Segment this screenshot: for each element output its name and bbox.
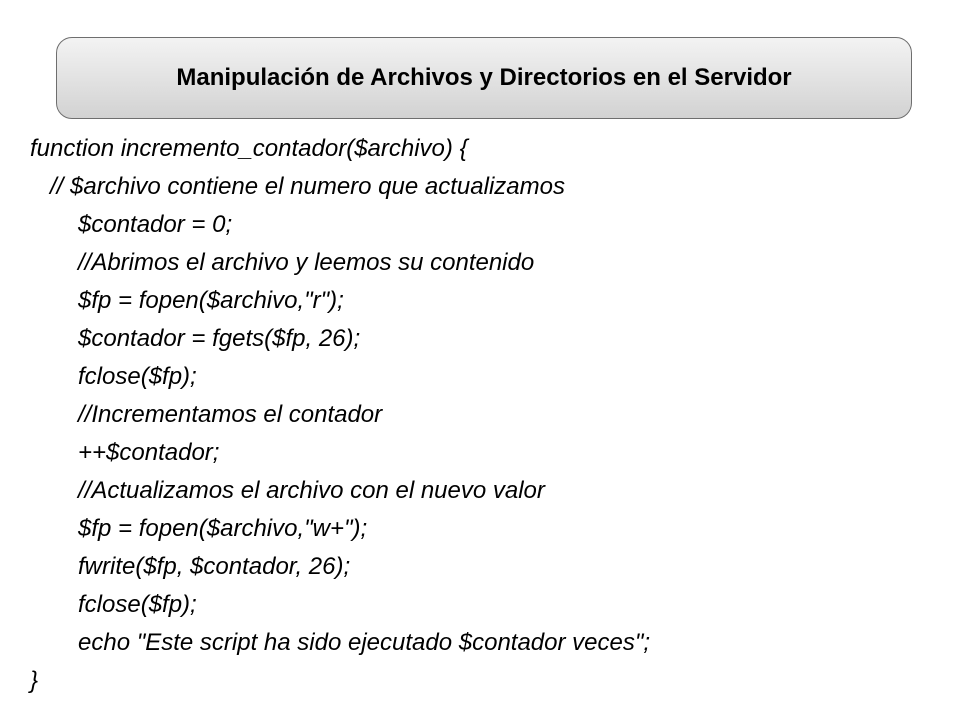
- code-line: $fp = fopen($archivo,"w+");: [78, 515, 368, 542]
- code-line: $contador = 0;: [78, 211, 233, 238]
- code-line: }: [30, 667, 39, 694]
- slide-title-box: [56, 37, 912, 119]
- code-line: fclose($fp);: [78, 591, 197, 618]
- code-line: // $archivo contiene el numero que actualizamos: [50, 173, 565, 200]
- slide-title: Manipulación de Archivos y Directorios en el Servidor: [176, 64, 792, 91]
- code-line: //Abrimos el archivo y leemos su contenido: [78, 249, 535, 276]
- code-line: //Incrementamos el contador: [78, 401, 383, 428]
- code-line: fwrite($fp, $contador, 26);: [78, 553, 351, 580]
- code-line: ++$contador;: [78, 439, 220, 466]
- code-line: $fp = fopen($archivo,"r");: [78, 287, 344, 314]
- code-line: fclose($fp);: [78, 363, 197, 390]
- code-line: function incremento_contador($archivo) {: [30, 135, 468, 162]
- code-line: //Actualizamos el archivo con el nuevo valor: [78, 477, 545, 504]
- code-line: $contador = fgets($fp, 26);: [78, 325, 361, 352]
- code-line: echo "Este script ha sido ejecutado $contador veces";: [78, 629, 651, 656]
